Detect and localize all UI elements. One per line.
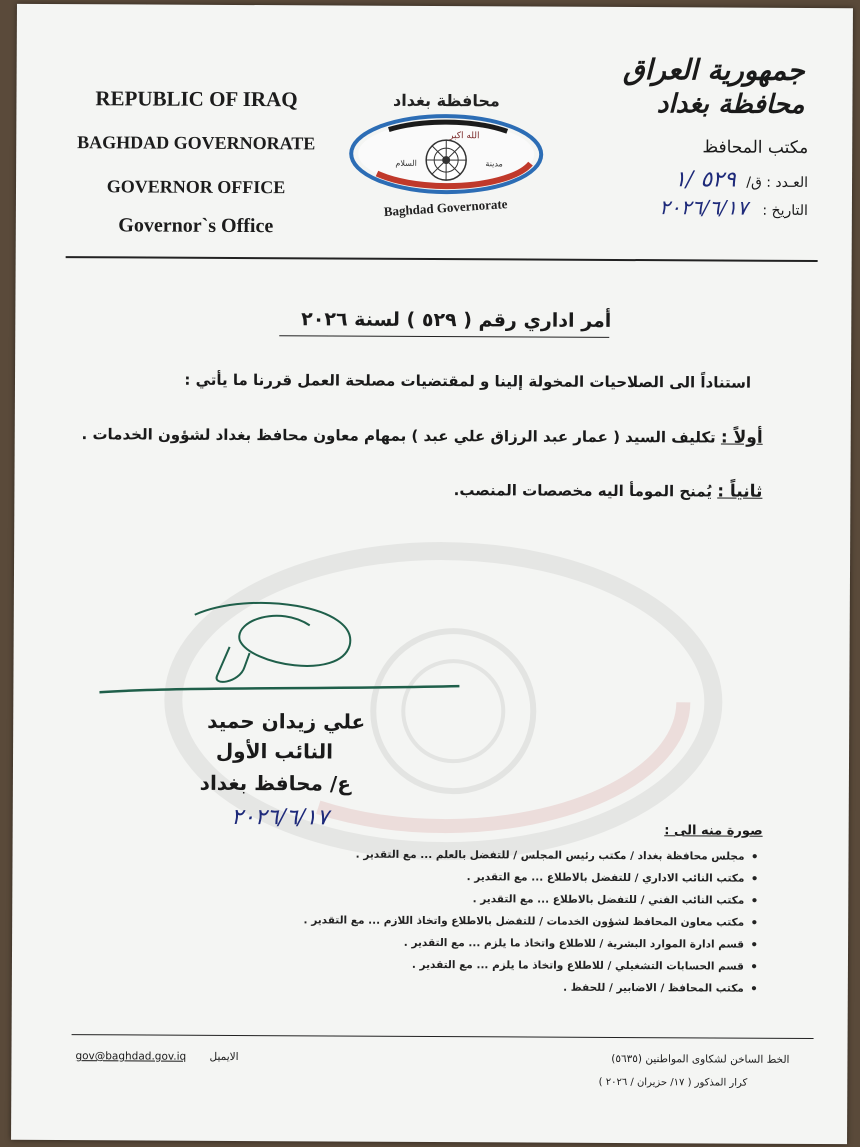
header-ar-republic: جمهورية العراق [622,52,805,87]
copy-item: • مكتب النائب الفني / للتفضل بالاطلاع ... مع التقدير . [238,892,758,907]
logo-allahu-akbar: الله اكبر [449,131,480,142]
doc-number-row [674,167,808,193]
header-ar-governorate: محافظة بغداد [656,89,805,120]
governorate-logo [346,86,547,227]
logo-city: مدينة [485,159,503,169]
doc-number-value: ٥٢٩ /١ [674,167,736,193]
signatory-for: ع/ محافظ بغداد [199,770,351,796]
logo-top-text: محافظة بغداد [393,90,500,111]
clause-first-label: أولاً : [720,427,763,448]
footer-email[interactable]: gov@baghdad.gov.iq [75,1050,187,1063]
header-en-governorate: BAGHDAD GOVERNORATE [77,132,316,154]
clause-second-text: يُمنح المومأ اليه مخصصات المنصب. [453,481,713,501]
header-en-governor-office: GOVERNOR OFFICE [106,176,286,198]
doc-date-row [659,195,808,220]
logo-salam: السلام [395,158,417,168]
header-en-republic: REPUBLIC OF IRAQ [95,86,298,112]
footer-email-label: الايميل [209,1050,239,1063]
copy-item: • قسم ادارة الموارد البشرية / للاطلاع واتخاذ ما يلزم ... مع التقدير . [238,936,758,951]
signatory-title: النائب الأول [215,738,334,764]
copy-item: • مجلس محافظة بغداد / مكتب رئيس المجلس / للتفضل بالعلم ... مع التقدير . [238,848,758,863]
copy-item: • مكتب معاون المحافظ لشؤون الخدمات / للتفضل بالاطلاع واتخاذ اللازم ... مع التقدير . [238,914,758,929]
order-title-underline [279,335,609,338]
header-en-governors-office: Governor`s Office [118,214,274,238]
copies-list [238,848,759,1005]
signature-date: ٢٠٢٦/٦/١٧ [231,804,329,831]
footer-email-row [75,1050,238,1063]
letter-page [11,4,853,1144]
clause-second-label: ثانياً : [717,481,763,502]
copy-item: • مكتب النائب الاداري / للتفضل بالاطلاع ... مع التقدير . [238,870,758,885]
clause-first-text: تكليف السيد ( عمار عبد الرزاق علي عبد ) بمهام معاون محافظ بغداد لشؤون الخدمات . [81,425,716,447]
header-divider [66,256,818,262]
order-intro: استناداً الى الصلاحيات المخولة إلينا و لمقتضيات مصلحة العمل قررنا ما يأتي : [184,370,752,392]
order-clause-first [82,424,763,448]
logo-bottom-text: Baghdad Governorate [383,196,508,220]
footer-divider [72,1034,814,1039]
order-clause-second [454,480,763,502]
doc-number-label: العـدد : ق/ [746,174,809,191]
copy-item: • قسم الحسابات التشغيلي / للاطلاع واتخاذ ما يلزم ... مع التقدير . [238,958,758,973]
doc-date-label: التاريخ : [762,202,808,219]
doc-date-value: ٢٠٢٦/٦/١٧ [659,195,749,220]
footer-repeat: كرار المذكور ( ١٧/ حزيران / ٢٠٢٦ ) [598,1076,748,1089]
copies-heading: صورة منه الى : [664,823,763,839]
handwritten-signature [99,594,480,720]
copy-item: • مكتب المحافظ / الاضابير / للحفظ . [238,980,758,995]
order-title-text: أمر اداري رقم ( ٥٢٩ ) لسنة ٢٠٢٦ [301,308,612,332]
footer-hotline: الخط الساخن لشكاوى المواطنين (٥٦٣٥) [611,1052,790,1066]
header-ar-office: مكتب المحافظ [702,137,809,158]
signatory-name: علي زيدان حميد [207,708,366,734]
order-title [301,308,611,332]
